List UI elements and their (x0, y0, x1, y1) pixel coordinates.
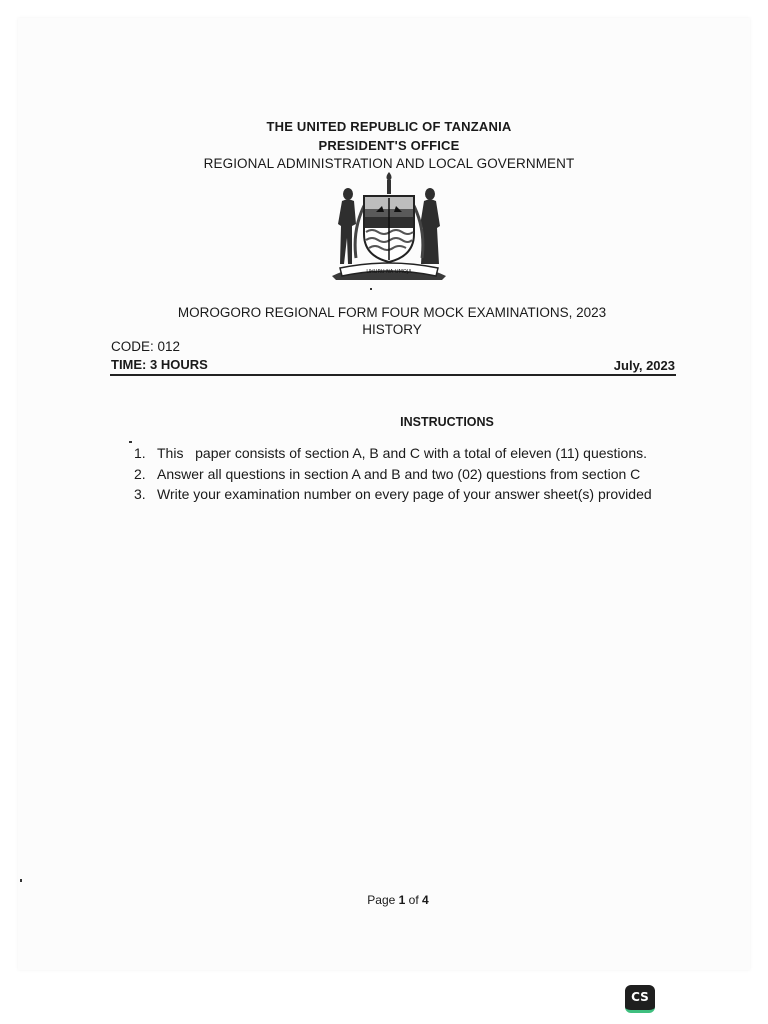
country-heading: THE UNITED REPUBLIC OF TANZANIA (266, 119, 512, 134)
instruction-item (130, 465, 676, 485)
page-number (0, 893, 768, 907)
instruction-number: 3. (134, 486, 146, 502)
instructions-list (130, 444, 676, 506)
instructions-heading: INSTRUCTIONS (400, 415, 494, 429)
scan-speck (370, 288, 372, 290)
instruction-number: 2. (134, 465, 146, 482)
exam-title: MOROGORO REGIONAL FORM FOUR MOCK EXAMINATIONS, 2023 (177, 305, 607, 320)
scan-speck (129, 441, 132, 443)
scan-speck (20, 879, 22, 882)
page-total: 4 (422, 893, 429, 907)
motto-text: UHURU NA UMOJA (366, 269, 412, 275)
exam-time: TIME: 3 HOURS (111, 357, 208, 372)
instruction-text: This paper consists of section A, B and C with a total of eleven (11) questions. (157, 445, 647, 461)
page-middle: of (405, 893, 423, 907)
camscanner-logo[interactable]: CS (625, 985, 655, 1013)
coat-of-arms-icon (326, 172, 452, 284)
instruction-item (130, 444, 676, 464)
office-heading: PRESIDENT'S OFFICE (318, 138, 460, 153)
subject-name: HISTORY (362, 322, 422, 337)
page-prefix: Page (367, 893, 399, 907)
exam-date: July, 2023 (613, 358, 675, 373)
instruction-text: Write your examination number on every page of your answer sheet(s) provided (157, 486, 652, 502)
exam-code: CODE: 012 (111, 339, 181, 354)
instruction-text: Answer all questions in section A and B and two (02) questions from section C (157, 465, 641, 482)
page-current: 1 (398, 893, 406, 907)
instruction-number: 1. (134, 445, 146, 461)
instruction-item (130, 485, 676, 505)
administration-heading: REGIONAL ADMINISTRATION AND LOCAL GOVERNMENT (203, 156, 575, 171)
header-rule (110, 374, 676, 376)
